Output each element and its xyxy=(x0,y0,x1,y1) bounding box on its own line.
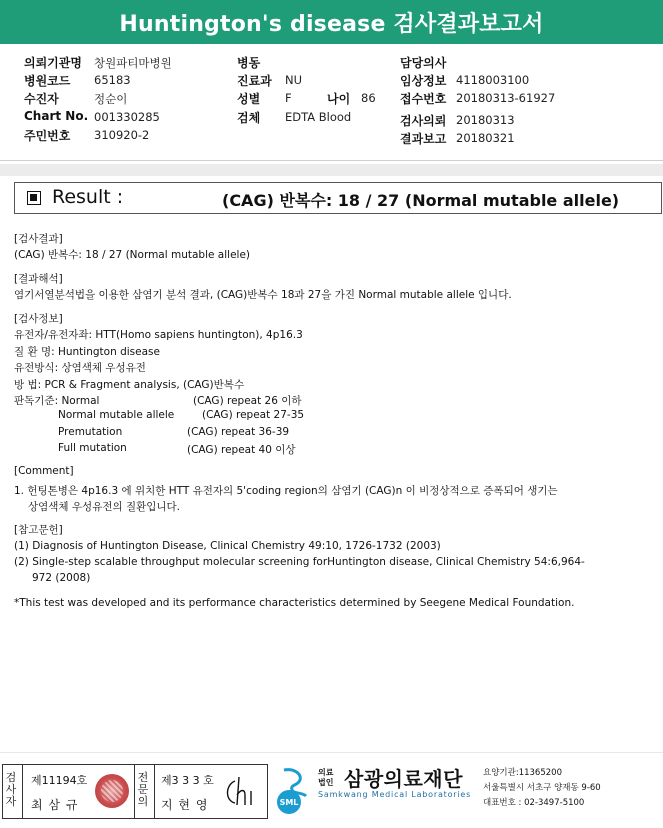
interp-section-heading: [결과해석] xyxy=(14,273,63,285)
reference-2-cont: 972 (2008) xyxy=(32,572,91,584)
org-legal-text: 의료 법인 xyxy=(318,768,334,787)
tester-vertical-label xyxy=(5,772,19,808)
comment-line-2: 상염색체 우성유전의 질환입니다. xyxy=(28,501,181,513)
specimen-value: EDTA Blood xyxy=(285,110,352,124)
signature-icon xyxy=(221,771,265,811)
ward-label: 병동 xyxy=(237,56,261,70)
patient-value: 정순이 xyxy=(94,92,128,106)
org-address: 서울특별시 서초구 양재동 9-60 xyxy=(483,783,601,793)
request-value: 20180313 xyxy=(456,113,515,127)
doctor-label: 담당의사 xyxy=(400,56,447,70)
care-number: 요양기관:11365200 xyxy=(483,768,562,778)
code-value: 65183 xyxy=(94,73,131,87)
request-label: 검사의뢰 xyxy=(400,114,447,128)
org-name: 삼광의료재단 xyxy=(344,767,463,791)
info-section-heading: [검사정보] xyxy=(14,313,63,325)
id-label: 주민번호 xyxy=(24,129,71,143)
gray-band xyxy=(0,164,663,176)
hospital-label: 의뢰기관명 xyxy=(24,56,82,70)
criteria-mutable-label: Normal mutable allele xyxy=(58,409,175,421)
org-phone: 대표번호 : 02-3497-5100 xyxy=(483,798,585,808)
result-section-heading: [검사결과] xyxy=(14,233,63,245)
specialist-vertical-text: 전문의 xyxy=(137,771,149,808)
criteria-label: 판독기준: Normal xyxy=(14,395,100,407)
code-label: 병원코드 xyxy=(24,74,71,88)
comment-section-heading: [Comment] xyxy=(14,465,74,477)
separator xyxy=(154,765,155,818)
report-title: Huntington's disease 검사결과보고서 xyxy=(0,0,663,44)
criteria-full-repeat: (CAG) repeat 40 이상 xyxy=(187,444,296,456)
result-label: Result : xyxy=(52,186,124,208)
footer-divider xyxy=(0,752,663,753)
reference-2: (2) Single-step scalable throughput molecular screening forHuntington disease, Clinical Chemistry 54:6,964- xyxy=(14,556,585,568)
report-label: 결과보고 xyxy=(400,132,447,146)
sex-value: F xyxy=(285,91,292,105)
specialist-vertical-label xyxy=(137,772,151,808)
checkbox-icon xyxy=(27,191,41,205)
tester-vertical-text: 검사자 xyxy=(5,771,17,808)
chart-label: Chart No. xyxy=(24,109,89,123)
report-value: 20180321 xyxy=(456,131,515,145)
result-line: (CAG) 반복수: 18 / 27 (Normal mutable allele) xyxy=(14,249,251,261)
sml-logo-icon xyxy=(272,766,316,816)
hospital-value: 창원파티마병원 xyxy=(94,56,172,70)
clinical-label: 임상정보 xyxy=(400,74,447,88)
info-divider xyxy=(0,160,663,161)
patient-info-panel xyxy=(0,52,663,152)
specimen-label: 검체 xyxy=(237,111,261,125)
criteria-premutation-repeat: (CAG) repeat 36-39 xyxy=(187,426,290,438)
clinical-value: 4118003100 xyxy=(456,73,530,87)
org-legal-label xyxy=(318,768,333,788)
disease-line: 질 환 명: Huntington disease xyxy=(14,346,160,358)
dept-value: NU xyxy=(285,73,303,87)
interp-line: 염기서열분석법을 이용한 삼염기 분석 결과, (CAG)반복수 18과 27을 가진 Normal mutable allele 입니다. xyxy=(14,289,512,301)
gene-line: 유전자/유전자좌: HTT(Homo sapiens huntington), 4p16.3 xyxy=(14,329,303,341)
criteria-normal-repeat: (CAG) repeat 26 이하 xyxy=(193,395,302,407)
sex-label: 성별 xyxy=(237,92,261,106)
specialist-name: 지 현 영 xyxy=(161,798,209,812)
signature-box xyxy=(2,764,268,819)
result-box xyxy=(14,182,662,214)
seal-icon xyxy=(95,774,129,808)
separator xyxy=(134,765,135,818)
chart-value: 001330285 xyxy=(94,110,160,124)
dept-label: 진료과 xyxy=(237,74,272,88)
reference-1: (1) Diagnosis of Huntington Disease, Clinical Chemistry 49:10, 1726-1732 (2003) xyxy=(14,540,441,552)
receipt-value: 20180313-61927 xyxy=(456,91,556,105)
patient-label: 수진자 xyxy=(24,92,59,106)
separator xyxy=(22,765,23,818)
age-label: 나이 xyxy=(327,92,351,106)
age-value: 86 xyxy=(361,91,376,105)
inherit-line: 유전방식: 상염색체 우성유전 xyxy=(14,362,146,374)
criteria-full-label: Full mutation xyxy=(58,442,127,454)
criteria-premutation-label: Premutation xyxy=(58,426,123,438)
disclaimer: *This test was developed and its performance characteristics determined by Seegene Medical Foundation. xyxy=(14,597,575,609)
result-value: (CAG) 반복수: 18 / 27 (Normal mutable allele) xyxy=(222,191,620,210)
criteria-mutable-repeat: (CAG) repeat 27-35 xyxy=(202,409,305,421)
receipt-label: 접수번호 xyxy=(400,92,447,106)
method-line: 방 법: PCR & Fragment analysis, (CAG)반복수 xyxy=(14,379,245,391)
comment-line-1: 1. 헌팅톤병은 4p16.3 에 위치한 HTT 유전자의 5'coding region의 삼염기 (CAG)n 이 비정상적으로 증폭되어 생기는 xyxy=(14,485,558,497)
ref-section-heading: [참고문헌] xyxy=(14,524,63,536)
id-value: 310920-2 xyxy=(94,128,150,142)
org-english-name: Samkwang Medical Laboratories xyxy=(318,790,472,799)
tester-name: 최 삼 규 xyxy=(31,798,79,812)
tester-number: 제11194호 xyxy=(31,774,88,787)
logo-text: SML xyxy=(279,798,299,807)
footer xyxy=(0,762,663,822)
specialist-number: 제3 3 3 호 xyxy=(161,774,214,787)
